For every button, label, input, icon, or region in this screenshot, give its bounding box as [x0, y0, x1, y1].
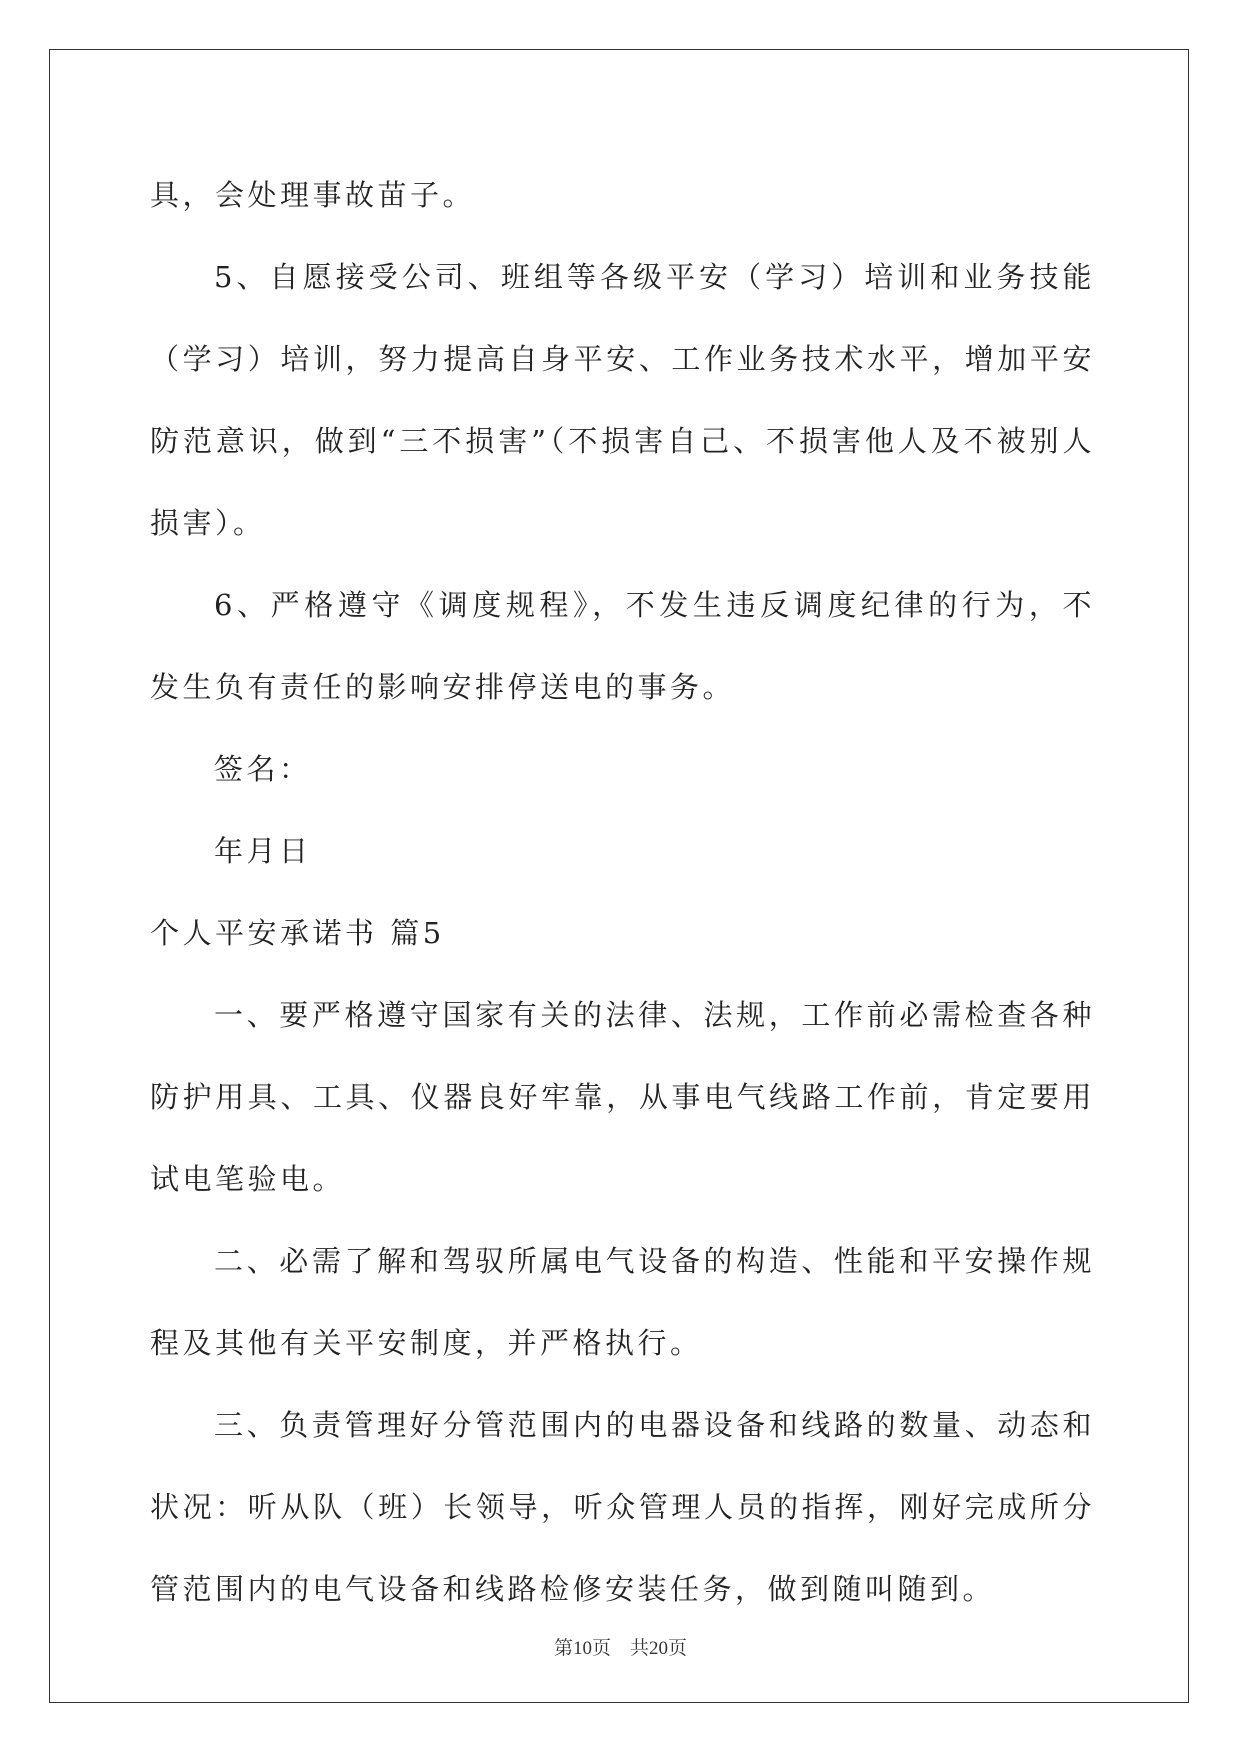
paragraph-item-two: 二、必需了解和驾驭所属电气设备的构造、性能和平安操作规程及其他有关平安制度，并严格执行。 [150, 1244, 1095, 1360]
signature-label: 签名： [214, 752, 312, 786]
paragraph-item-5: 5、自愿接受公司、班组等各级平安（学习）培训和业务技能（学习）培训，努力提高自身平安、工作业务技术水平，增加平安防范意识，做到“三不损害”（不损害自己、不损害他人及不被别人损害）。 [150, 260, 1095, 540]
page-number-footer: 第10页 共20页 [553, 1638, 687, 1659]
paragraph-item-three: 三、负责管理好分管范围内的电器设备和线路的数量、动态和状况：听从队（班）长领导，听众管理人员的指挥，刚好完成所分管范围内的电气设备和线路检修安装任务，做到随叫随到。 [150, 1408, 1095, 1606]
section-heading: 个人平安承诺书 篇5 [150, 916, 445, 950]
date-label: 年月日 [214, 834, 312, 868]
paragraph-item-one: 一、要严格遵守国家有关的法律、法规，工作前必需检查各种防护用具、工具、仪器良好牢靠，从事电气线路工作前，肯定要用试电笔验电。 [150, 998, 1095, 1196]
document-body [150, 154, 1095, 1630]
paragraph-continuation: 具，会处理事故苗子。 [150, 178, 476, 212]
paragraph-item-6: 6、严格遵守《调度规程》，不发生违反调度纪律的行为，不发生负有责任的影响安排停送电的事务。 [150, 588, 1095, 704]
